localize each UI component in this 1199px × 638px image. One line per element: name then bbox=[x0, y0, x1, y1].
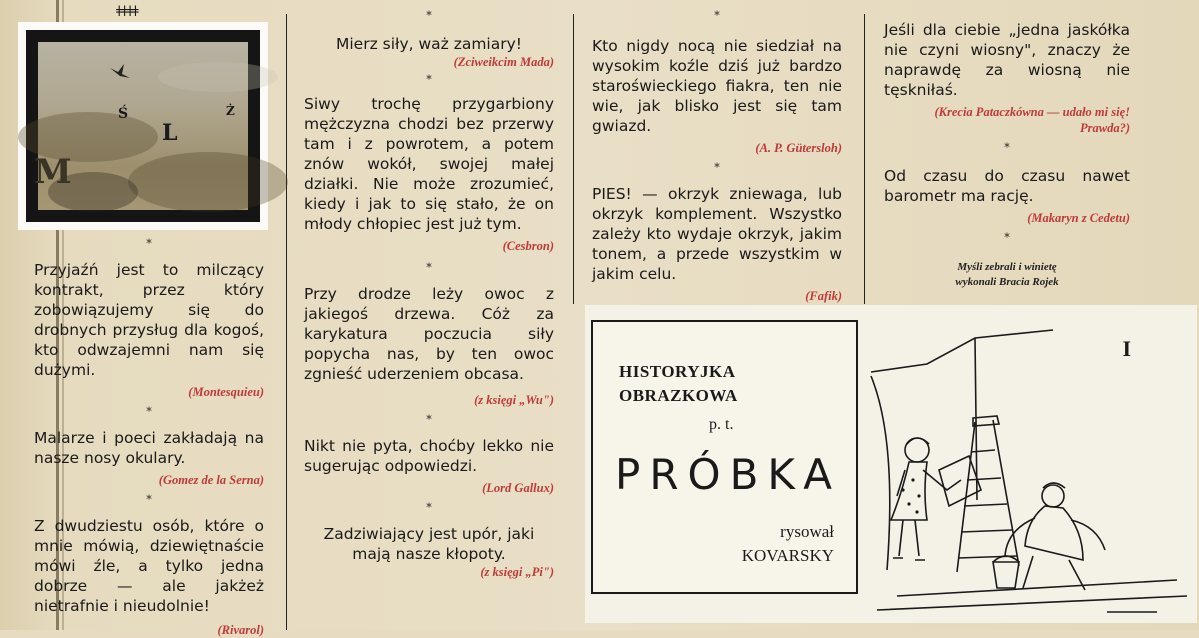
quote-text: Przy drodze leży owoc z jakiegoś drzewa. Cóż za karykatura poczucia siły popycha nas, by ten owoc zgnieść uderzeniem obcasa. bbox=[304, 285, 554, 383]
column-rule bbox=[286, 14, 287, 630]
comic-heading-line: HISTORYJKA bbox=[619, 362, 736, 381]
comic-panel bbox=[857, 320, 1191, 620]
quote-author: (z księgi „Pi") bbox=[480, 565, 554, 579]
photo-letter: M bbox=[34, 152, 72, 192]
column-3 bbox=[592, 10, 842, 304]
comic-title-box bbox=[591, 320, 858, 594]
asterisk-separator: * bbox=[426, 9, 432, 22]
credit-line: Myśli zebrali i winietę bbox=[957, 261, 1057, 273]
quote-text: Mierz siły, waż zamiary! bbox=[336, 35, 522, 53]
quote-text: Kto nigdy nocą nie siedział na wysokim koźle dziś już bardzo staroświeckiego fiakra, ten nie wie, jak blisko jest się tam gwiazd. bbox=[592, 37, 842, 135]
asterisk-separator: * bbox=[714, 9, 720, 22]
quote-author: (Gomez de la Serna) bbox=[158, 473, 264, 487]
sand-letters-photo bbox=[34, 42, 248, 210]
column-2 bbox=[304, 10, 554, 580]
comic-pt: p. t. bbox=[709, 416, 734, 433]
panel-number: I bbox=[1122, 336, 1131, 361]
photo-frame bbox=[18, 22, 268, 230]
asterisk-separator: * bbox=[714, 161, 720, 174]
photo-letter: L bbox=[162, 120, 178, 146]
quote-author: (A. P. Gütersloh) bbox=[755, 141, 842, 155]
quote-text: Siwy trochę przygarbiony mężczyzna chodzi bez przerwy tam i z powrotem, a potem znów wokół, swojej małej działki. Nie może zrozumieć, kiedy i jak to się stało, że on młody chłopiec jest już tym. bbox=[304, 95, 554, 233]
asterisk-separator: * bbox=[146, 493, 152, 506]
quote-author: (Rivarol) bbox=[217, 623, 264, 637]
photo-letter: Ś bbox=[118, 106, 129, 122]
asterisk-separator: * bbox=[426, 413, 432, 426]
artist-name: KOVARSKY bbox=[741, 546, 834, 565]
quote-author: (Lord Gallux) bbox=[482, 481, 554, 495]
quote-author: (Montesquieu) bbox=[188, 385, 264, 399]
quote-author: (Cesbron) bbox=[502, 239, 554, 253]
quote-text: Z dwudziestu osób, które o mnie mówią, dziewiętnaście mówi źle, a tylko jedna dobrze — ale jakżeż nietrafnie i nieudolnie! bbox=[34, 517, 264, 615]
column-1 bbox=[34, 238, 264, 638]
quote-author: (Krecia Pataczkówna — udało mi się! Prawda?) bbox=[934, 105, 1130, 135]
comic-heading bbox=[619, 360, 738, 408]
asterisk-separator: * bbox=[1004, 231, 1010, 244]
asterisk-separator: * bbox=[146, 405, 152, 418]
hash-mark: ǂǂǂǂ bbox=[116, 4, 138, 20]
comic-strip bbox=[585, 305, 1197, 623]
comic-credit bbox=[742, 520, 834, 568]
comic-heading-line: OBRAZKOWA bbox=[619, 386, 738, 405]
quote-author: (Makaryn z Cedetu) bbox=[1027, 211, 1130, 225]
column-4 bbox=[884, 10, 1130, 290]
quote-text: PIES! — okrzyk zniewaga, lub okrzyk komplement. Wszystko zależy kto wydaje okrzyk, jakim tonem, a przede wszystkim w jakim celu. bbox=[592, 185, 842, 283]
asterisk-separator: * bbox=[146, 237, 152, 250]
photo-letter: Ż bbox=[226, 104, 235, 118]
asterisk-separator: * bbox=[426, 261, 432, 274]
comic-title: PRÓBKA bbox=[615, 450, 841, 499]
quote-text: Zadziwiający jest upór, jaki mają nasze kłopoty. bbox=[323, 525, 535, 563]
asterisk-separator: * bbox=[1004, 141, 1010, 154]
quote-text: Nikt nie pyta, choćby lekko nie sugerując odpowiedzi. bbox=[304, 437, 554, 475]
credit-line: wykonali Bracia Rojek bbox=[955, 276, 1059, 288]
photo-border bbox=[26, 30, 260, 222]
column-rule bbox=[573, 14, 574, 304]
quote-author: (z księgi „Wu") bbox=[474, 393, 554, 407]
column-rule bbox=[864, 14, 865, 304]
quote-text: Jeśli dla ciebie „jedna jaskółka nie czyni wiosny", znaczy że naprawdę za wiosną nie tęskniłaś. bbox=[884, 21, 1130, 99]
drawn-by-label: rysował bbox=[780, 522, 834, 541]
quote-text: Malarze i poeci zakładają na nasze nosy okulary. bbox=[34, 429, 264, 467]
quote-author: (Fafik) bbox=[805, 289, 842, 303]
painters-illustration bbox=[857, 320, 1191, 620]
asterisk-separator: * bbox=[426, 501, 432, 514]
bird-icon bbox=[38, 42, 248, 210]
asterisk-separator: * bbox=[426, 73, 432, 86]
quote-author: (Zciweikcim Mada) bbox=[453, 55, 554, 69]
quote-text: Przyjaźń jest to milczący kontrakt, przez który zobowiązujemy się do drobnych przysług dla kogoś, kto odwzajemni nam się dużymi. bbox=[34, 261, 264, 379]
quote-text: Od czasu do czasu nawet barometr ma rację. bbox=[884, 167, 1130, 205]
